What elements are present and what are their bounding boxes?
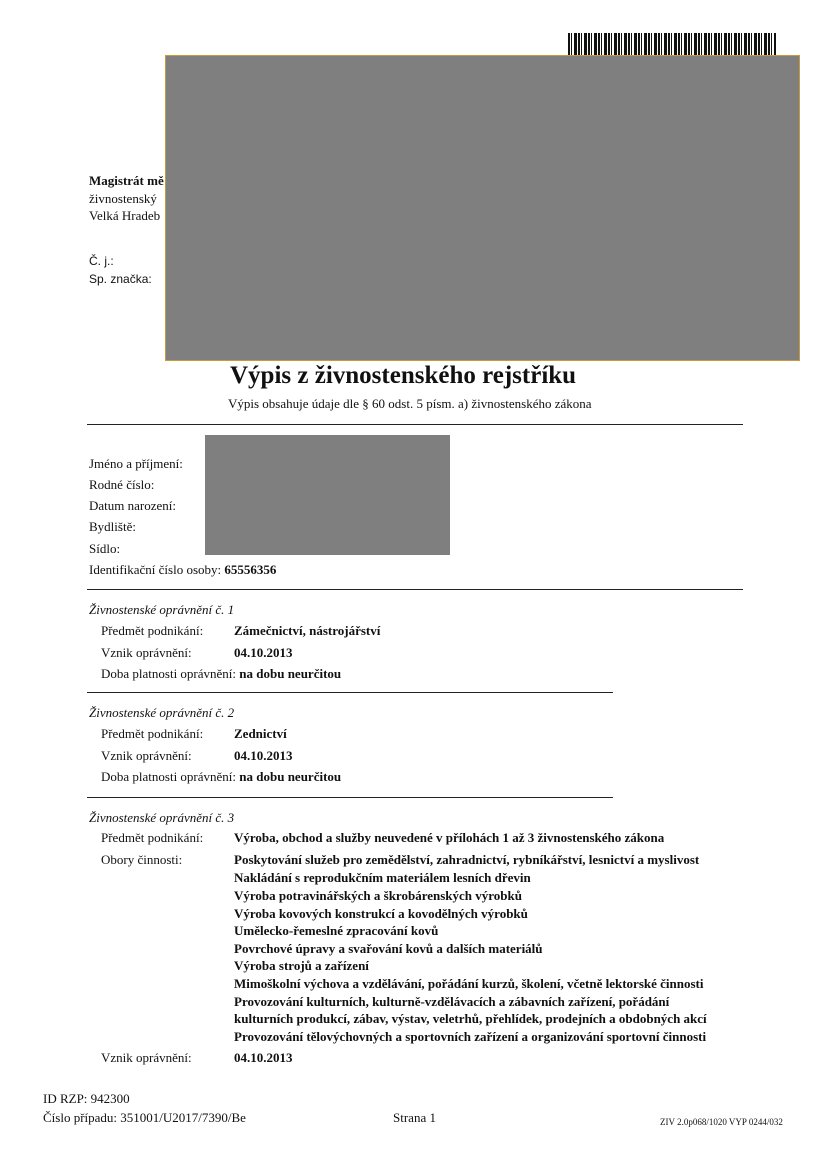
origin-label: Vznik oprávnění: xyxy=(101,645,192,660)
validity-value: na dobu neurčitou xyxy=(239,666,342,681)
activity-field: Výroba potravinářských a škrobárenských výrobků xyxy=(234,888,522,903)
origin-value: 04.10.2013 xyxy=(234,748,293,763)
redaction-personal xyxy=(205,435,450,555)
footer-form-code: ZIV 2.0p068/1020 VYP 0244/032 xyxy=(660,1117,783,1127)
activity-field: Nakládání s reprodukčním materiálem lesních dřevin xyxy=(234,870,531,885)
origin-value: 04.10.2013 xyxy=(234,1050,293,1065)
document-subtitle: Výpis obsahuje údaje dle § 60 odst. 5 písm. a) živnostenského zákona xyxy=(228,396,592,411)
sp-label: Sp. značka: xyxy=(89,272,152,286)
redaction-block xyxy=(165,55,800,361)
person-id-label: Identifikační číslo osoby: xyxy=(89,562,222,577)
permit-heading: Živnostenské oprávnění č. 3 xyxy=(89,810,235,825)
fields-label: Obory činnosti: xyxy=(101,852,183,867)
activity-field: Povrchové úpravy a svařování kovů a dalších materiálů xyxy=(234,941,543,956)
name-label: Jméno a příjmení: xyxy=(89,456,183,471)
validity-row xyxy=(101,666,341,682)
subject-value: Zámečnictví, nástrojářství xyxy=(234,623,381,638)
subject-value: Výroba, obchod a služby neuvedené v přílohách 1 až 3 živnostenského zákona xyxy=(234,830,665,845)
residence-label: Bydliště: xyxy=(89,519,136,534)
validity-value: na dobu neurčitou xyxy=(239,769,342,784)
seat-label: Sídlo: xyxy=(89,541,121,556)
authority-name: Magistrát mě xyxy=(89,173,164,188)
birth-date-label: Datum narození: xyxy=(89,498,176,513)
validity-row xyxy=(101,769,341,785)
activity-field: Provozování tělovýchovných a sportovních zařízení a organizování sportovní činnosti xyxy=(234,1029,707,1044)
validity-label: Doba platnosti oprávnění: xyxy=(101,769,237,784)
subject-label: Předmět podnikání: xyxy=(101,726,204,741)
permit-heading: Živnostenské oprávnění č. 2 xyxy=(89,705,235,720)
permit-heading: Živnostenské oprávnění č. 1 xyxy=(89,602,235,617)
footer-page-number: Strana 1 xyxy=(393,1110,436,1125)
person-id-value: 65556356 xyxy=(224,562,277,577)
cj-label: Č. j.: xyxy=(89,254,114,268)
origin-label: Vznik oprávnění: xyxy=(101,748,192,763)
activity-field: kulturních produkcí, zábav, výstav, veletrhů, přehlídek, prodejních a obdobných akcí xyxy=(234,1011,707,1026)
authority-department: živnostenský xyxy=(89,191,157,206)
divider xyxy=(87,424,743,425)
person-id-row xyxy=(89,562,276,578)
document-title: Výpis z živnostenského rejstříku xyxy=(230,362,577,389)
subject-value: Zednictví xyxy=(234,726,287,741)
divider xyxy=(87,589,743,590)
activity-field: Výroba strojů a zařízení xyxy=(234,958,369,973)
footer-case-number: Číslo případu: 351001/U2017/7390/Be xyxy=(43,1110,246,1125)
authority-address: Velká Hradeb xyxy=(89,208,161,223)
barcode xyxy=(568,33,776,55)
activity-field: Poskytování služeb pro zemědělství, zahradnictví, rybníkářství, lesnictví a myslivost xyxy=(234,852,700,867)
divider xyxy=(87,692,613,693)
validity-label: Doba platnosti oprávnění: xyxy=(101,666,237,681)
footer-id-rzp: ID RZP: 942300 xyxy=(43,1091,130,1106)
origin-value: 04.10.2013 xyxy=(234,645,293,660)
activity-field: Výroba kovových konstrukcí a kovodělných výrobků xyxy=(234,906,528,921)
activity-field: Umělecko-řemeslné zpracování kovů xyxy=(234,923,439,938)
birth-number-label: Rodné číslo: xyxy=(89,477,155,492)
activity-field: Mimoškolní výchova a vzdělávání, pořádání kurzů, školení, včetně lektorské činnosti xyxy=(234,976,704,991)
subject-label: Předmět podnikání: xyxy=(101,623,204,638)
divider xyxy=(87,797,613,798)
subject-label: Předmět podnikání: xyxy=(101,830,204,845)
origin-label: Vznik oprávnění: xyxy=(101,1050,192,1065)
activity-field: Provozování kulturních, kulturně-vzdělávacích a zábavních zařízení, pořádání xyxy=(234,994,670,1009)
